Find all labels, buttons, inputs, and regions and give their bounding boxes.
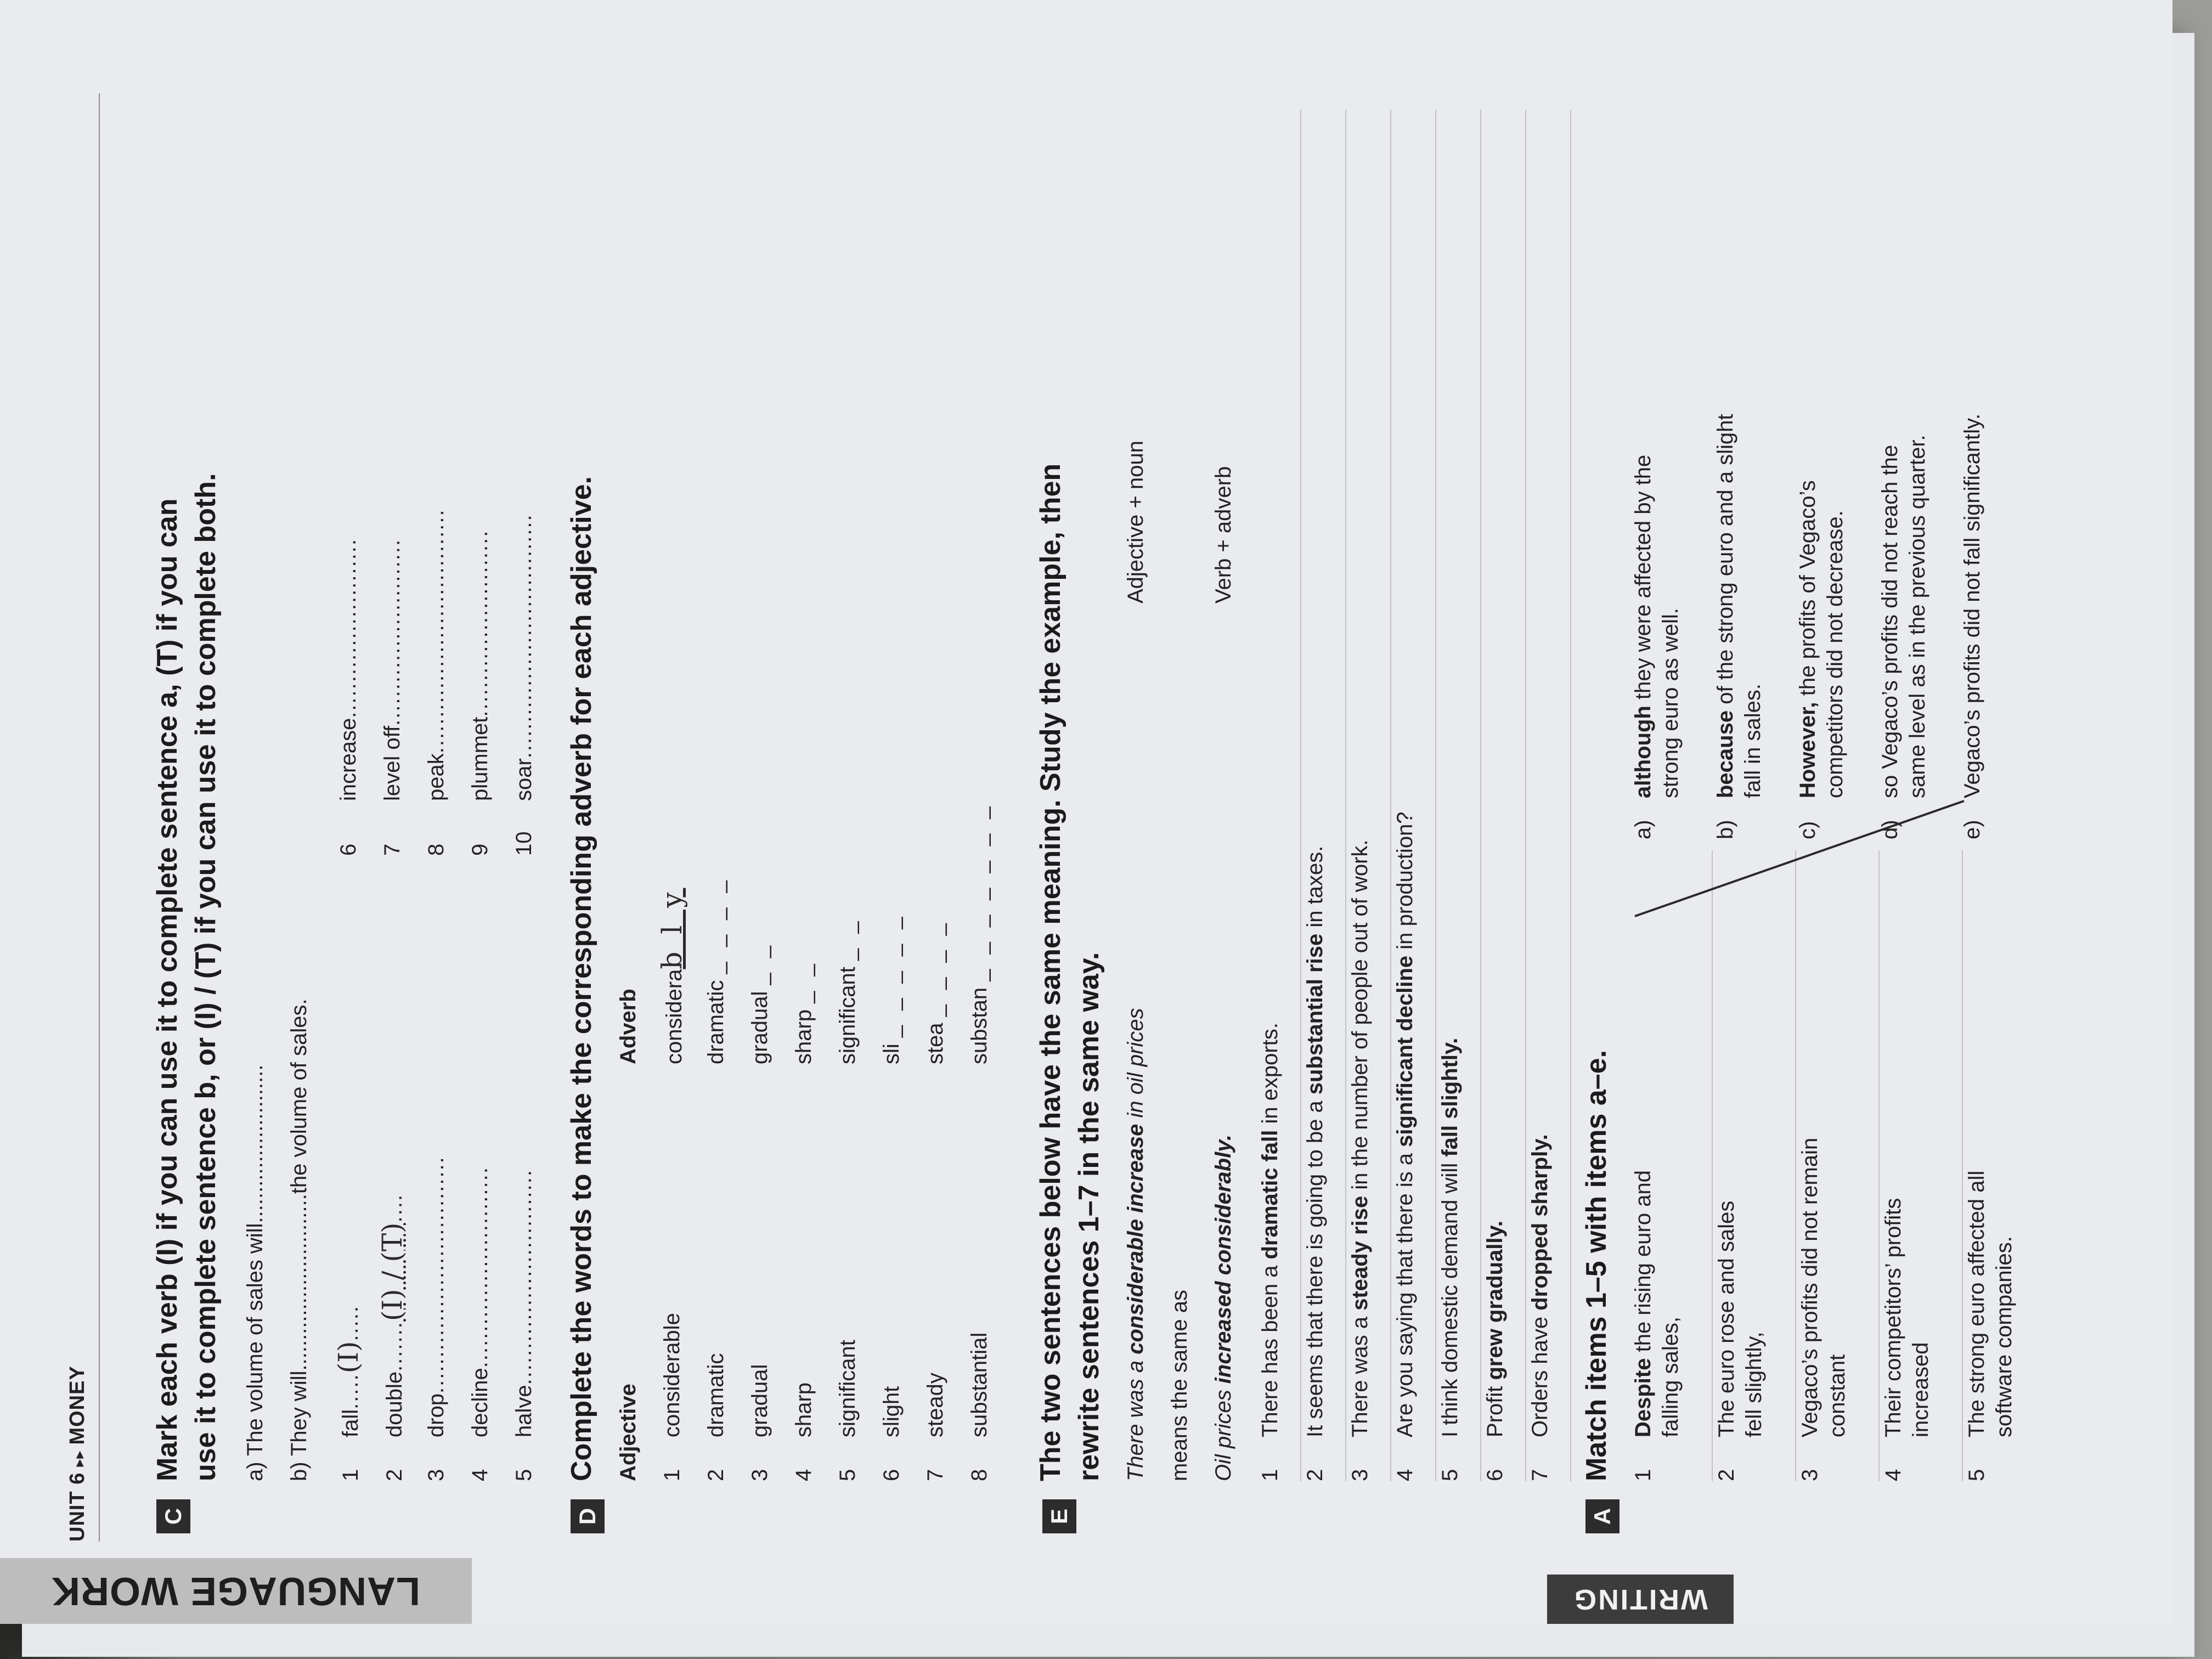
item-number: 2: [1714, 1469, 1739, 1481]
rewrite-item[interactable]: [1481, 110, 1526, 1481]
adjective-word: dramatic: [704, 1353, 728, 1437]
item-highlight: fall slightly.: [1438, 1037, 1462, 1157]
match-right-list: [1629, 99, 2002, 839]
item-number: 8: [424, 843, 448, 856]
item-text: There was a: [1348, 1310, 1372, 1437]
item-text: The euro rose and sales: [1714, 1200, 1739, 1437]
item-text: in exports.: [1258, 1023, 1282, 1130]
section-a-letter: A: [1589, 1508, 1615, 1525]
verb-item: 2double.......(I) / (T)....: [376, 1193, 408, 1481]
item-letter: b): [1713, 820, 1737, 839]
language-work-label: LANGUAGE WORK: [51, 1569, 421, 1613]
example-text: Oil prices: [1211, 1384, 1235, 1481]
item-number: 6: [1483, 1469, 1507, 1481]
item-number: 4: [1881, 1469, 1905, 1481]
adverb-row: [834, 549, 878, 1481]
item-text: software companies.: [1992, 1236, 2016, 1437]
letter-blanks[interactable]: _ _ _ _ _: [879, 912, 904, 1038]
letter-blanks[interactable]: _ _: [748, 941, 772, 985]
row-number: 5: [836, 1469, 860, 1481]
item-number: 6: [336, 843, 360, 856]
item-text: competitors did not decrease.: [1823, 510, 1847, 798]
item-number: 4: [468, 1469, 492, 1481]
section-d-badge: [571, 1499, 605, 1533]
verb-word: drop: [424, 1393, 448, 1437]
row-number: 8: [967, 1469, 991, 1481]
item-text: falling sales,: [1658, 1316, 1683, 1437]
arrow-icon: ▸▸: [70, 1450, 87, 1467]
item-text: they were affected by the: [1631, 454, 1655, 706]
item-highlight: substantial rise: [1303, 933, 1327, 1095]
example-sentence-2: [1210, 1135, 1237, 1481]
running-head: [66, 1365, 89, 1542]
adverb-row: [922, 549, 966, 1481]
verb-word: soar: [512, 758, 536, 801]
item-number: 5: [1965, 1469, 1989, 1481]
adverb-stem: significant: [836, 967, 860, 1064]
handwritten-letters[interactable]: b l y: [656, 888, 688, 969]
adverb-stem: dramatic: [704, 980, 728, 1064]
match-right-item: [1959, 99, 2002, 839]
letter-blanks[interactable]: _ _ _ _: [704, 876, 728, 974]
row-number: 2: [704, 1469, 728, 1481]
section-c-title-line-2: use it to complete sentence b, or (I) / (T) if you can use it to complete both.: [190, 473, 222, 1481]
verb-word: peak: [424, 753, 448, 801]
rewrite-item[interactable]: [1346, 110, 1391, 1481]
verb-item: 3drop.................................: [422, 988, 466, 1481]
item-number: 4: [1393, 1469, 1417, 1481]
example-text: in oil prices: [1124, 1008, 1148, 1124]
adverb-row: [658, 549, 702, 1481]
item-text: The strong euro affected all: [1965, 1170, 1989, 1437]
item-text: increased: [1909, 1342, 1933, 1437]
pattern-label-2: Verb + adverb: [1211, 466, 1235, 603]
item-keyword: because: [1713, 710, 1737, 798]
rewrite-item[interactable]: [1256, 110, 1301, 1481]
item-number: 3: [424, 1469, 448, 1481]
verb-item: 7level off..........................: [379, 362, 422, 856]
adverb-row: [746, 549, 790, 1481]
verb-word: double: [382, 1371, 407, 1437]
adverb-stem: considera: [662, 969, 686, 1064]
section-c-title-line-1: Mark each verb (I) if you can use it to complete sentence a, (T) if you can: [151, 498, 183, 1481]
row-number: 4: [792, 1469, 816, 1481]
item-number: 1: [1631, 1469, 1655, 1481]
item-keyword: although: [1631, 706, 1655, 798]
item-text: the rising euro and: [1631, 1170, 1655, 1358]
adverb-header: Adverb: [616, 989, 640, 1064]
pattern-label-1: Adjective + noun: [1124, 441, 1148, 603]
language-work-tab: [0, 1558, 472, 1624]
section-e-title-line-1: The two sentences below have the same meaning. Study the example, then: [1035, 463, 1066, 1481]
adjective-word: substantial: [967, 1332, 991, 1437]
adverb-row: [702, 549, 746, 1481]
item-highlight: steady rise: [1348, 1195, 1372, 1311]
item-number: 7: [1528, 1469, 1552, 1481]
match-line: [1624, 790, 1975, 922]
adjective-word: slight: [879, 1386, 904, 1437]
example-text: There was a: [1124, 1354, 1148, 1481]
item-number: 7: [380, 843, 404, 856]
section-c-left-list: [332, 988, 554, 1481]
item-text: fall in sales.: [1741, 684, 1765, 798]
match-left-item: [1713, 850, 1796, 1481]
item-text: same level as in the previous quarter.: [1905, 435, 1929, 798]
adverb-row: [966, 549, 1009, 1481]
letter-blanks[interactable]: _ _: [792, 960, 816, 1003]
item-keyword: However,: [1796, 702, 1820, 798]
section-a-badge: [1585, 1499, 1620, 1533]
adverb-table: [658, 549, 1009, 1481]
verb-item: 9plummet..........................: [466, 362, 510, 856]
example-highlight: considerable increase: [1124, 1124, 1148, 1355]
verb-word: halve: [512, 1385, 536, 1437]
unit-number: UNIT 6: [66, 1472, 89, 1542]
rewrite-list: [1256, 110, 1571, 1481]
header-rule: [99, 93, 100, 1542]
match-left-item: [1880, 850, 1963, 1481]
verb-word: fall: [338, 1409, 363, 1437]
example-highlight: increased considerably.: [1211, 1134, 1235, 1384]
verb-word: level off: [380, 725, 404, 801]
row-number: 6: [879, 1469, 904, 1481]
item-letter: a): [1631, 820, 1655, 839]
item-highlight: grew gradually.: [1483, 1221, 1507, 1380]
item-text: of the strong euro and a slight: [1713, 414, 1737, 710]
adverb-row: [878, 549, 922, 1481]
item-number: 9: [468, 843, 492, 856]
row-number: 1: [660, 1469, 684, 1481]
handwritten-answer[interactable]: (I) / (T): [376, 1222, 408, 1322]
item-text: in the number of people out of work.: [1348, 839, 1372, 1196]
adjective-header: Adjective: [616, 1384, 640, 1481]
row-number: 3: [748, 1469, 772, 1481]
item-letter: c): [1796, 821, 1820, 839]
rewrite-item[interactable]: [1526, 110, 1571, 1481]
section-c-title: [148, 473, 225, 1481]
adjective-word: significant: [836, 1340, 860, 1437]
adjective-word: considerable: [660, 1313, 684, 1437]
section-d-title: Complete the words to make the corresponding adverb for each adjective.: [566, 476, 597, 1481]
adverb-stem: sharp: [792, 1009, 816, 1064]
verb-item: 1fall.....(I).....: [332, 1305, 364, 1481]
verb-item: 10soar..................................: [510, 362, 554, 856]
row-number: 7: [923, 1469, 947, 1481]
match-right-item: [1629, 99, 1712, 839]
section-c-letter: C: [160, 1508, 186, 1525]
adverb-stem: substan: [967, 987, 991, 1064]
writing-tab: [1547, 1575, 1734, 1624]
item-text: I think domestic demand will: [1438, 1156, 1462, 1437]
verb-word: decline: [468, 1368, 492, 1437]
item-text: Profit: [1483, 1380, 1507, 1437]
verb-item: 4decline............................: [466, 988, 510, 1481]
adverb-row: [790, 549, 834, 1481]
item-text: the profits of Vegaco’s: [1796, 480, 1820, 702]
item-number: 1: [1258, 1469, 1282, 1481]
match-right-item: [1712, 99, 1794, 839]
item-text: Vegaco’s profits did not fall significantly.: [1960, 413, 1984, 798]
item-text: Orders have: [1528, 1310, 1552, 1437]
item-number: 3: [1798, 1469, 1822, 1481]
section-c-badge: [156, 1499, 190, 1533]
item-text: so Vegaco’s profits did not reach the: [1878, 444, 1902, 798]
example-sentence-1: [1122, 1008, 1149, 1481]
adverb-stem: sli: [879, 1043, 904, 1064]
item-text: There has been a: [1258, 1259, 1282, 1437]
section-d-letter: D: [574, 1508, 600, 1525]
section-e-badge: [1042, 1499, 1076, 1533]
section-e-letter: E: [1046, 1509, 1072, 1525]
item-text: in taxes.: [1303, 845, 1327, 934]
means-same-as: means the same as: [1167, 1289, 1192, 1481]
item-number: 5: [1438, 1469, 1462, 1481]
adverb-stem: stea: [923, 1023, 947, 1064]
letter-blanks[interactable]: _ _: [836, 917, 860, 961]
rewrite-item[interactable]: [1436, 110, 1481, 1481]
item-text: It seems that there is going to be a: [1303, 1094, 1327, 1437]
item-text: strong euro as well.: [1658, 608, 1683, 798]
rewrite-item[interactable]: [1301, 110, 1346, 1481]
match-right-item: [1794, 99, 1876, 839]
item-highlight: significant decline: [1393, 955, 1417, 1147]
adverb-stem: gradual: [748, 991, 772, 1064]
rewrite-item[interactable]: [1391, 110, 1436, 1481]
item-text: constant: [1825, 1354, 1849, 1437]
item-letter: d): [1878, 820, 1902, 839]
verb-item: 5halve..............................: [510, 988, 554, 1481]
section-e-title-line-2: rewrite sentences 1–7 in the same way.: [1073, 952, 1105, 1481]
item-text: fell slightly,: [1742, 1331, 1766, 1437]
item-text: Their competitors’ profits: [1881, 1198, 1905, 1437]
handwritten-answer[interactable]: (I): [332, 1341, 364, 1374]
section-a-title: Match items 1–5 with items a–e.: [1581, 1049, 1612, 1481]
adjective-word: gradual: [748, 1364, 772, 1437]
section-c-sentence-b: b) They will.............................the volume of sales.: [287, 998, 311, 1481]
pen-stroke: [1635, 801, 1964, 916]
item-number: 3: [1348, 1469, 1372, 1481]
item-text: Are you saying that there is a: [1393, 1147, 1417, 1437]
section-c-right-list: [335, 362, 554, 856]
verb-item: 8peak..................................: [422, 362, 466, 856]
item-keyword: Despite: [1631, 1358, 1655, 1437]
item-text: Vegaco’s profits did not remain: [1798, 1137, 1822, 1437]
item-highlight: dramatic fall: [1258, 1130, 1282, 1260]
verb-word: increase: [336, 718, 360, 801]
adjective-word: steady: [923, 1373, 947, 1437]
item-highlight: dropped sharply.: [1528, 1134, 1552, 1311]
match-right-item: [1876, 99, 1959, 839]
item-letter: e): [1960, 820, 1984, 839]
section-e-title: [1031, 464, 1108, 1481]
writing-label: WRITING: [1572, 1583, 1708, 1615]
match-left-item: [1963, 850, 2045, 1481]
unit-topic: MONEY: [66, 1365, 89, 1445]
match-left-item: [1796, 850, 1880, 1481]
verb-item: 6increase.........................: [335, 362, 379, 856]
item-text: in production?: [1393, 811, 1417, 956]
item-number: 1: [338, 1469, 363, 1481]
item-number: 2: [382, 1469, 407, 1481]
letter-blanks[interactable]: _ _ _ _: [923, 918, 947, 1017]
item-number: 5: [512, 1469, 536, 1481]
letter-blanks[interactable]: _ _ _ _ _ _ _: [967, 802, 991, 981]
match-left-item: [1629, 850, 1713, 1481]
section-c-sentence-a: a) The volume of sales will..........................: [243, 1064, 267, 1481]
match-left-list: [1629, 850, 2045, 1481]
verb-word: plummet: [468, 716, 492, 801]
item-number: 2: [1303, 1469, 1327, 1481]
item-number: 10: [512, 831, 536, 856]
adjective-word: sharp: [792, 1382, 816, 1437]
